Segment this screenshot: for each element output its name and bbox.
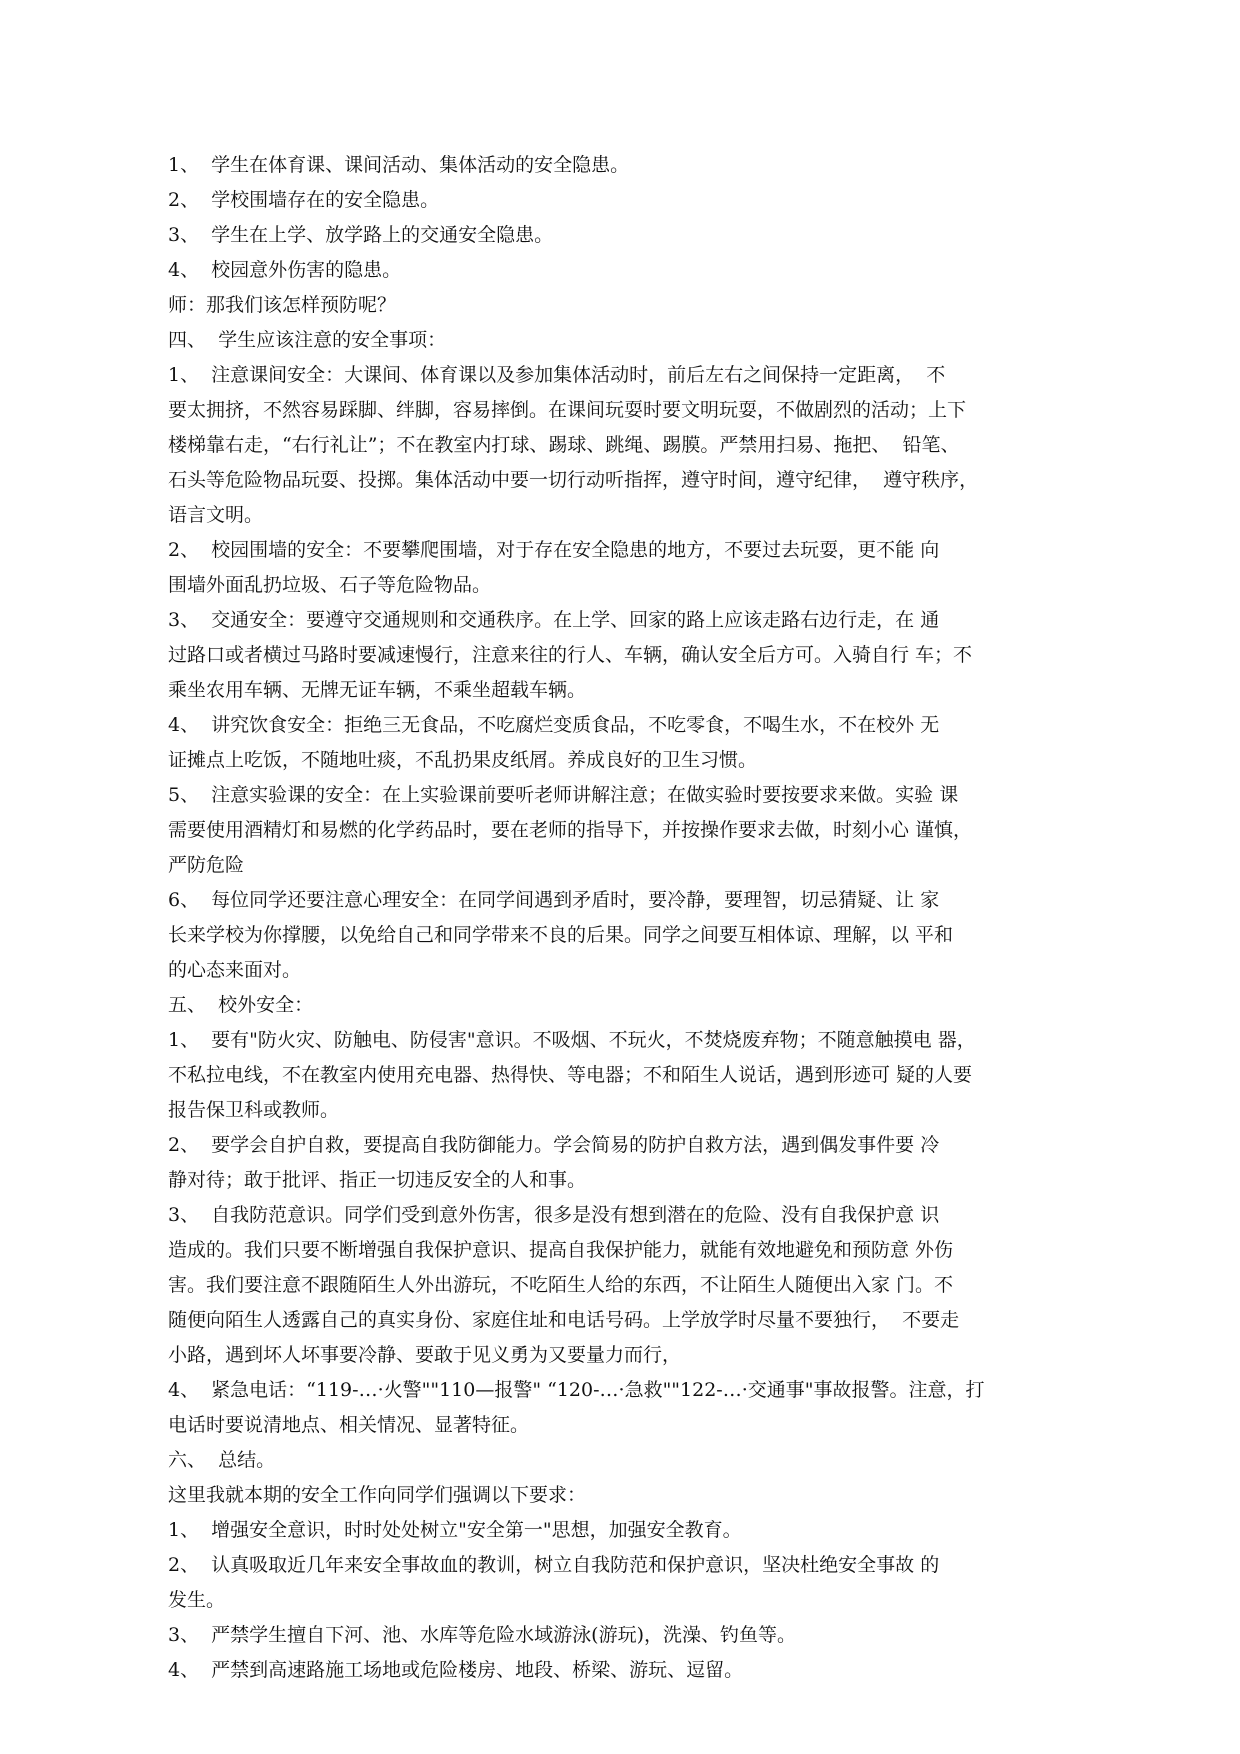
text-line: 3、 严禁学生擅自下河、池、水库等危险水域游泳(游玩)，洗澡、钓鱼等。: [168, 1624, 796, 1646]
text-line: 证摊点上吃饭，不随地吐痰，不乱扔果皮纸屑。养成良好的卫生习惯。: [168, 749, 758, 771]
text-line: 5、 注意实验课的安全：在上实验课前要听老师讲解注意；在做实验时要按要求来做。实验 课: [168, 784, 959, 806]
text-line: 围墙外面乱扔垃圾、石子等危险物品。: [168, 574, 492, 596]
text-line: 楼梯靠右走，“右行礼让”；不在教室内打球、踢球、跳绳、踢膜。严禁用扫易、拖把、 铅笔、: [168, 434, 960, 456]
text-line: 3、 学生在上学、放学路上的交通安全隐患。: [168, 224, 554, 246]
text-line: 2、 要学会自护自救，要提高自我防御能力。学会简易的防护自救方法，遇到偶发事件要 冷: [168, 1134, 940, 1156]
section-heading: 六、 总结。: [168, 1449, 276, 1471]
text-line: 不私拉电线，不在教室内使用充电器、热得快、等电器；不和陌生人说话，遇到形迹可 疑的人要: [168, 1064, 973, 1086]
text-line: 要太拥挤，不然容易踩脚、绊脚，容易摔倒。在课间玩耍时要文明玩耍，不做剧烈的活动；上下: [168, 399, 967, 421]
text-line: 6、 每位同学还要注意心理安全：在同学间遇到矛盾时，要冷静，要理智，切忌猜疑、让 家: [168, 889, 940, 911]
text-line: 师：那我们该怎样预防呢？: [168, 294, 397, 316]
text-line: 静对待；敢于批评、指正一切违反安全的人和事。: [168, 1169, 587, 1191]
text-line: 乘坐农用车辆、无牌无证车辆，不乘坐超载车辆。: [168, 679, 587, 701]
text-line: 长来学校为你撑腰，以免给自己和同学带来不良的后果。同学之间要互相体谅、理解，以 平和: [168, 924, 954, 946]
text-line: 1、 要有"防火灾、防触电、防侵害"意识。不吸烟、不玩火，不焚烧废弃物；不随意触摸电 器，: [168, 1029, 976, 1051]
text-line: 严防危险: [168, 854, 245, 876]
text-line: 石头等危险物品玩耍、投掷。集体活动中要一切行动听指挥，遵守时间，遵守纪律， 遵守秩序，: [168, 469, 979, 491]
section-heading: 五、 校外安全：: [168, 994, 314, 1016]
document-body: [168, 148, 1076, 1688]
text-line: 过路口或者横过马路时要减速慢行，注意来往的行人、车辆，确认安全后方可。入骑自行 车；不: [168, 644, 973, 666]
text-line: 2、 认真吸取近几年来安全事故血的教训，树立自我防范和保护意识，坚决杜绝安全事故 的: [168, 1554, 940, 1576]
text-line: 4、 校园意外伤害的隐患。: [168, 259, 402, 281]
text-line: 4、 严禁到高速路施工场地或危险楼房、地段、桥梁、游玩、逗留。: [168, 1659, 744, 1681]
section-heading: 四、 学生应该注意的安全事项：: [168, 329, 447, 351]
text-line: 害。我们要注意不跟随陌生人外出游玩，不吃陌生人给的东西，不让陌生人随便出入家 门。不: [168, 1274, 954, 1296]
text-line: 3、 自我防范意识。同学们受到意外伤害，很多是没有想到潜在的危险、没有自我保护意 识: [168, 1204, 940, 1226]
text-line: 1、 学生在体育课、课间活动、集体活动的安全隐患。: [168, 154, 630, 176]
text-line: 的心态来面对。: [168, 959, 302, 981]
text-line: 3、 交通安全：要遵守交通规则和交通秩序。在上学、回家的路上应该走路右边行走，在 通: [168, 609, 940, 631]
text-line: 语言文明。: [168, 504, 264, 526]
text-line: 4、 讲究饮食安全：拒绝三无食品，不吃腐烂变质食品，不吃零食，不喝生水，不在校外 无: [168, 714, 940, 736]
text-line: 2、 学校围墙存在的安全隐患。: [168, 189, 440, 211]
text-line: 造成的。我们只要不断增强自我保护意识、提高自我保护能力，就能有效地避免和预防意 外伤: [168, 1239, 954, 1261]
text-line: 发生。: [168, 1589, 226, 1611]
text-line: 需要使用酒精灯和易燃的化学药品时，要在老师的指导下，并按操作要求去做，时刻小心 谨慎，: [168, 819, 973, 841]
text-line: 1、 注意课间安全：大课间、体育课以及参加集体活动时，前后左右之间保持一定距离， 不: [168, 364, 946, 386]
text-line: 2、 校园围墙的安全：不要攀爬围墙，对于存在安全隐患的地方，不要过去玩耍，更不能 向: [168, 539, 940, 561]
text-line: 这里我就本期的安全工作向同学们强调以下要求：: [168, 1484, 587, 1506]
text-line: 随便向陌生人透露自己的真实身份、家庭住址和电话号码。上学放学时尽量不要独行， 不要走: [168, 1309, 960, 1331]
text-line: 4、 紧急电话：“119-…·火警""110—报警" “120-…·急救""122-…·交通事"事故报警。注意，打: [168, 1379, 985, 1401]
text-line: 1、 增强安全意识，时时处处树立"安全第一"思想，加强安全教育。: [168, 1519, 742, 1541]
text-line: 电话时要说清地点、相关情况、显著特征。: [168, 1414, 530, 1436]
text-line: 小路，遇到坏人坏事要冷静、要敢于见义勇为又要量力而行，: [168, 1344, 682, 1366]
text-line: 报告保卫科或教师。: [168, 1099, 340, 1121]
